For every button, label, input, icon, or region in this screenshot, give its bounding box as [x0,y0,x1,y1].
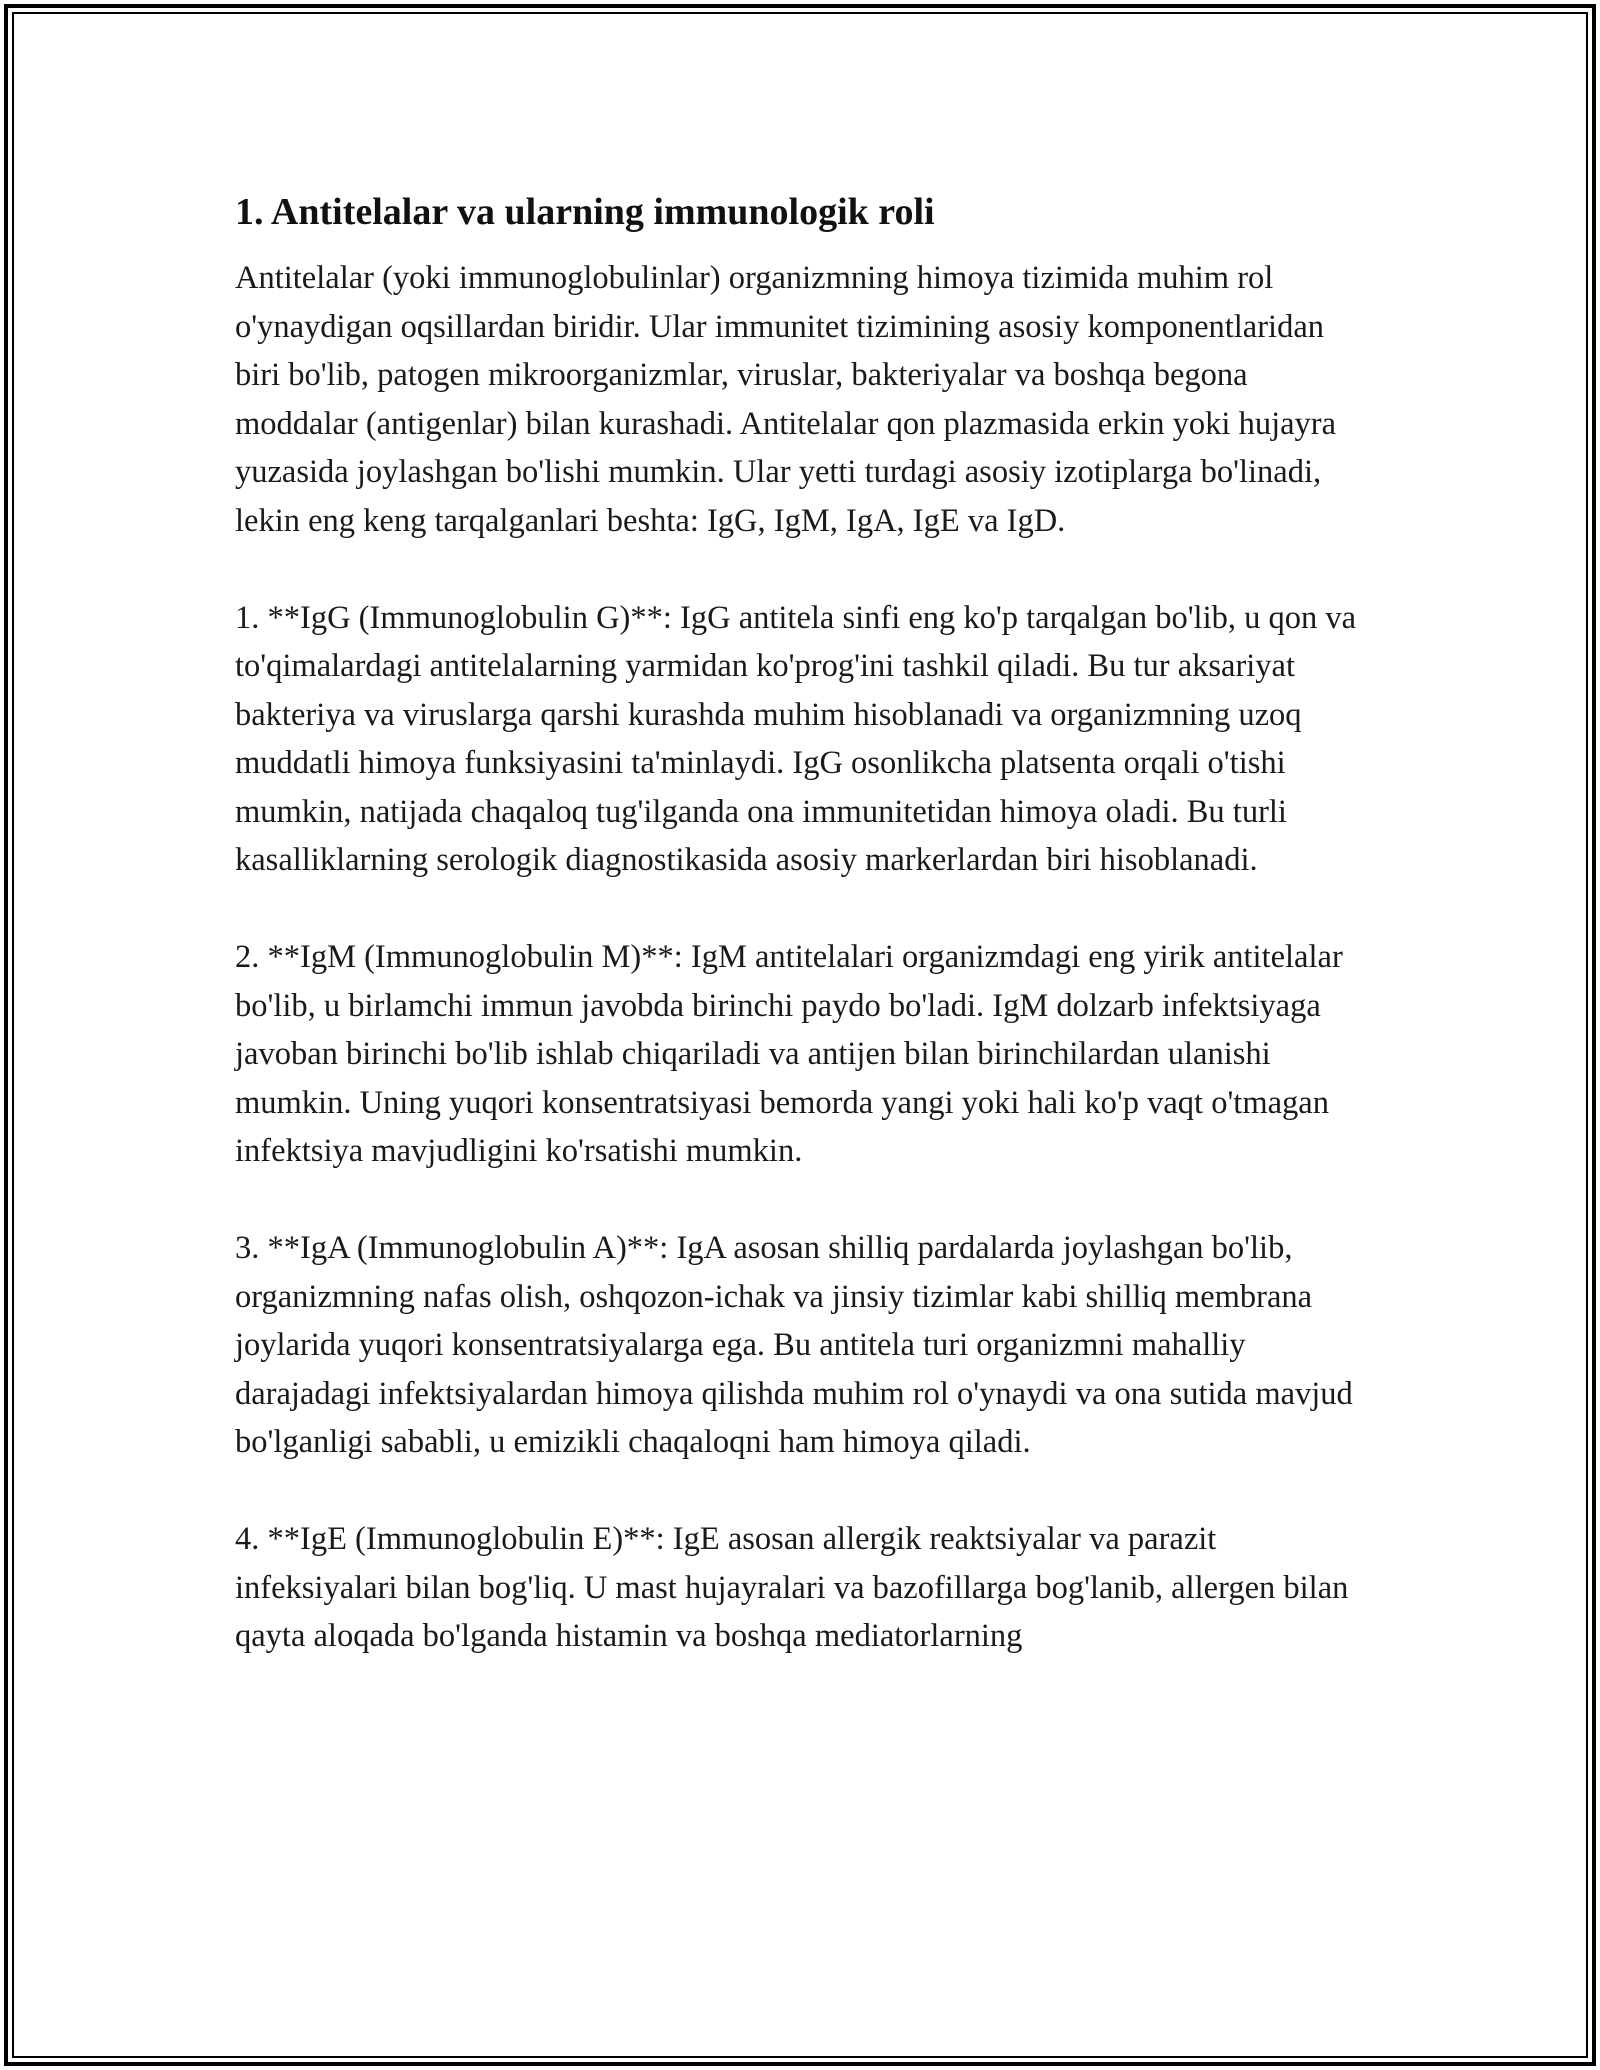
igg-paragraph: 1. **IgG (Immunoglobulin G)**: IgG antitela sinfi eng ko'p tarqalgan bo'lib, u qon va to'qimalardagi antitelalarning yarmidan ko'prog'ini tashkil qiladi. Bu tur aksariyat bakteriya va viruslarga qarshi kurashda muhim hisoblanadi va organizmning uzoq muddatli himoya funksiyasini ta'minlaydi. IgG osonlikcha platsenta orqali o'tishi mumkin, natijada chaqaloq tug'ilganda ona immunitetidan himoya oladi. Bu turli kasalliklarning serologik diagnostikasida asosiy markerlardan biri hisoblanadi. [235,599,1357,878]
igm-paragraph: 2. **IgM (Immunoglobulin M)**: IgM antitelalari organizmdagi eng yirik antitelalar bo'lib, u birlamchi immun javobda birinchi paydo bo'ladi. IgM dolzarb infektsiyaga javoban birinchi bo'lib ishlab chiqariladi va antijen bilan birinchilardan ulanishi mumkin. Uning yuqori konsentratsiyasi bemorda yangi yoki hali ko'p vaqt o'tmagan infektsiya mavjudligini ko'rsatishi mumkin. [235,939,1343,1169]
ige-paragraph: 4. **IgE (Immunoglobulin E)**: IgE asosan allergik reaktsiyalar va parazit infeksiyalari bilan bog'liq. U mast hujayralari va bazofillarga bog'lanib, allergen bilan qayta aloqada bo'lganda histamin va boshqa mediatorlarning [235,1521,1349,1654]
intro-paragraph: Antitelalar (yoki immunoglobulinlar) organizmning himoya tizimida muhim rol o'ynaydigan oqsillardan biridir. Ular immunitet tizimining asosiy komponentlaridan biri bo'lib, patogen mikroorganizmlar, viruslar, bakteriyalar va boshqa begona moddalar (antigenlar) bilan kurashadi. Antitelalar qon plazmasida erkin yoki hujayra yuzasida joylashgan bo'lishi mumkin. Ular yetti turdagi asosiy izotiplarga bo'linadi, lekin eng keng tarqalganlari beshta: IgG, IgM, IgA, IgE va IgD. [235,260,1337,539]
iga-paragraph: 3. **IgA (Immunoglobulin A)**: IgA asosan shilliq pardalarda joylashgan bo'lib, organizmning nafas olish, oshqozon-ichak va jinsiy tizimlar kabi shilliq membrana joylarida yuqori konsentratsiyalarga ega. Bu antitela turi organizmni mahalliy darajadagi infektsiyalardan himoya qilishda muhim rol o'ynaydi va ona sutida mavjud bo'lganligi sababli, u emizikli chaqaloqni ham himoya qiladi. [235,1230,1353,1460]
section-heading: 1. Antitelalar va ularning immunologik roli [235,191,935,233]
document-body [235,186,1370,1709]
